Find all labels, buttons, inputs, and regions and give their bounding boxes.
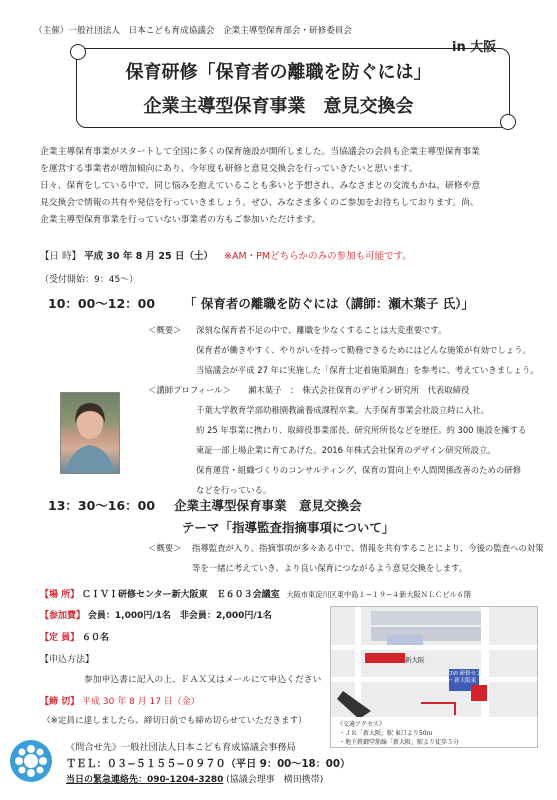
map-building-label: CIVI 研修センター 新大阪東	[447, 671, 487, 685]
profile-line: 約 25 年事業に携わり、取締役事業部長、研究所所長などを歴任。約 300 施設を擁する	[196, 425, 527, 435]
fee-value: 会員：1,000円/1名 非会員：2,000円/1名	[87, 611, 272, 621]
organization-logo	[10, 740, 52, 782]
date-note: ※AM・PMどちらかのみの参加も可能です。	[224, 251, 412, 262]
deadline-value: 平成 30 年 8 月 17 日（金）	[82, 697, 200, 707]
overview-line: 指導監査が入り、指摘事項が多々ある中で、情報を共有することにより、今後の監査への対策	[192, 543, 544, 553]
venue-row	[40, 587, 471, 600]
location-badge: in 大阪	[452, 40, 497, 55]
capacity-value: ６０名	[82, 633, 110, 643]
emergency-number: ：090-1204-3280	[138, 775, 224, 785]
deadline-note: （※定員に達しましたら、締切日前でも締め切らせていただきます）	[42, 716, 307, 726]
profile-line: 東証一部上場企業に育てあげた。2016 年株式会社保育のデザイン研究所設立。	[196, 445, 496, 455]
emergency-label: 当日の緊急連絡先	[66, 775, 139, 785]
intro-line: を運営する事業者が増加傾向にあり、今年度も研修と意見交換会を行っていきたいと思います。	[40, 164, 418, 174]
page-title: 保育研修「保育者の離職を防ぐには」	[125, 62, 432, 83]
profile-label: ＜講師プロフィール＞	[148, 385, 231, 395]
overview-line: 深刻な保育者不足の中で、離職を少なくすることは大変重要です。	[196, 325, 447, 335]
access-title: 《交通アクセス》	[337, 721, 385, 728]
intro-line: 企業主導保育事業がスタートして全国に多くの保育施設が開所しました。当協議会の会員も企業主導型保育事業	[40, 147, 480, 157]
page-subtitle: 企業主導型保育事業 意見交換会	[143, 96, 414, 117]
profile-line: 保育運営・組織づくりのコンサルティング、保育の質向上や人間関係改善のための研修	[196, 465, 522, 475]
overview-line: 等を一緒に考えていき、より良い保育につながるよう意見交換をします。	[192, 563, 468, 573]
profile-line: などを行っている。	[196, 485, 272, 495]
fee-row	[40, 608, 272, 621]
apply-value: 参加申込書に記入の上、ＦＡＸ又はメールにて申込ください	[84, 675, 322, 685]
venue-address: 大阪市東淀川区東中島１−１９−４新大阪ＮＬＣビル６階	[286, 590, 472, 599]
reception-time: （受付開始：9：45〜）	[40, 275, 139, 285]
organizer: （主催）一般社団法人 日本こども育成協議会 企業主導型保育部会・研修委員会	[34, 26, 352, 36]
venue-value: ＣＩＶＩ研修センター新大阪東 Ｅ６０３会議室	[82, 590, 280, 600]
session2-time: 13：30〜16：00	[48, 498, 156, 513]
profile-line: 千葉大学教育学部幼稚園教諭養成課程卒業。大手保育事業会社設立時に入社。	[196, 405, 490, 415]
access-line: ・ＪＲ「新大阪」駅 東口より50ｍ	[339, 730, 433, 737]
emergency-note: (協議会理事 横田携帯)	[226, 775, 324, 785]
fee-label: 【参加費】	[40, 611, 86, 621]
contact-org: 《問合せ先》一般社団法人日本こども育成協議会事務局	[66, 742, 296, 753]
overview-line: 保育者が働きやすく、やりがいを持って勤務できるためにはどんな施策が有効でしょう。	[196, 345, 531, 355]
intro-line: 日々、保育をしている中で、同じ悩みを抱えていることも多いと予想され、みなさまとの交流もかね、研修や意	[40, 181, 481, 191]
session2-theme: テーマ「指導監査指摘事項について」	[182, 520, 395, 535]
session2-title: 企業主導型保育事業 意見交換会	[174, 498, 362, 513]
flower-icon	[10, 740, 52, 782]
date-row	[40, 248, 412, 262]
speaker-silhouette	[61, 393, 119, 473]
session1-title: 「 保育者の離職を防ぐには（講師：瀬木葉子 氏）」	[184, 296, 474, 311]
apply-label: 【申込方法】	[40, 655, 95, 665]
venue-label: 【場 所】	[40, 590, 80, 600]
speaker-photo	[60, 392, 120, 474]
overview-line: 当協議会が平成 27 年に実施した「保育士定着施策調査」を参考に、考えていきましょう。	[196, 365, 539, 375]
session1-time: 10：00〜12：00	[48, 296, 156, 311]
deadline-label: 【締 切】	[40, 697, 80, 707]
session2-overview-label: ＜概要＞	[148, 543, 182, 553]
date-value: 平成 30 年 8 月 25 日（土）	[84, 251, 213, 262]
contact-tel: ＴＥＬ：０３−５１５５−０９７０（平日 9：00〜18：00）	[66, 759, 351, 770]
capacity-row	[40, 630, 109, 643]
profile-head: 瀬木葉子 ： 株式会社保育のデザイン研究所 代表取締役	[248, 385, 470, 395]
session1-overview-label: ＜概要＞	[148, 325, 182, 335]
intro-line: 見交換会で情報の共有や発信を行っていきましょう。ぜひ、みなさま多くのご参加をお待ちしております。尚、	[40, 198, 479, 208]
capacity-label: 【定 員】	[40, 633, 80, 643]
access-map	[330, 606, 538, 748]
intro-line: 企業主導型保育事業を行っていない事業者の方もご参加いただけます。	[40, 215, 321, 225]
map-station-label: 新大阪	[405, 656, 425, 664]
deadline-row	[40, 694, 200, 707]
date-label: 【日 時】	[40, 251, 82, 262]
access-line: ・地下鉄御堂筋線「新大阪」駅より徒歩５分	[339, 739, 460, 746]
emergency-row	[66, 772, 323, 785]
